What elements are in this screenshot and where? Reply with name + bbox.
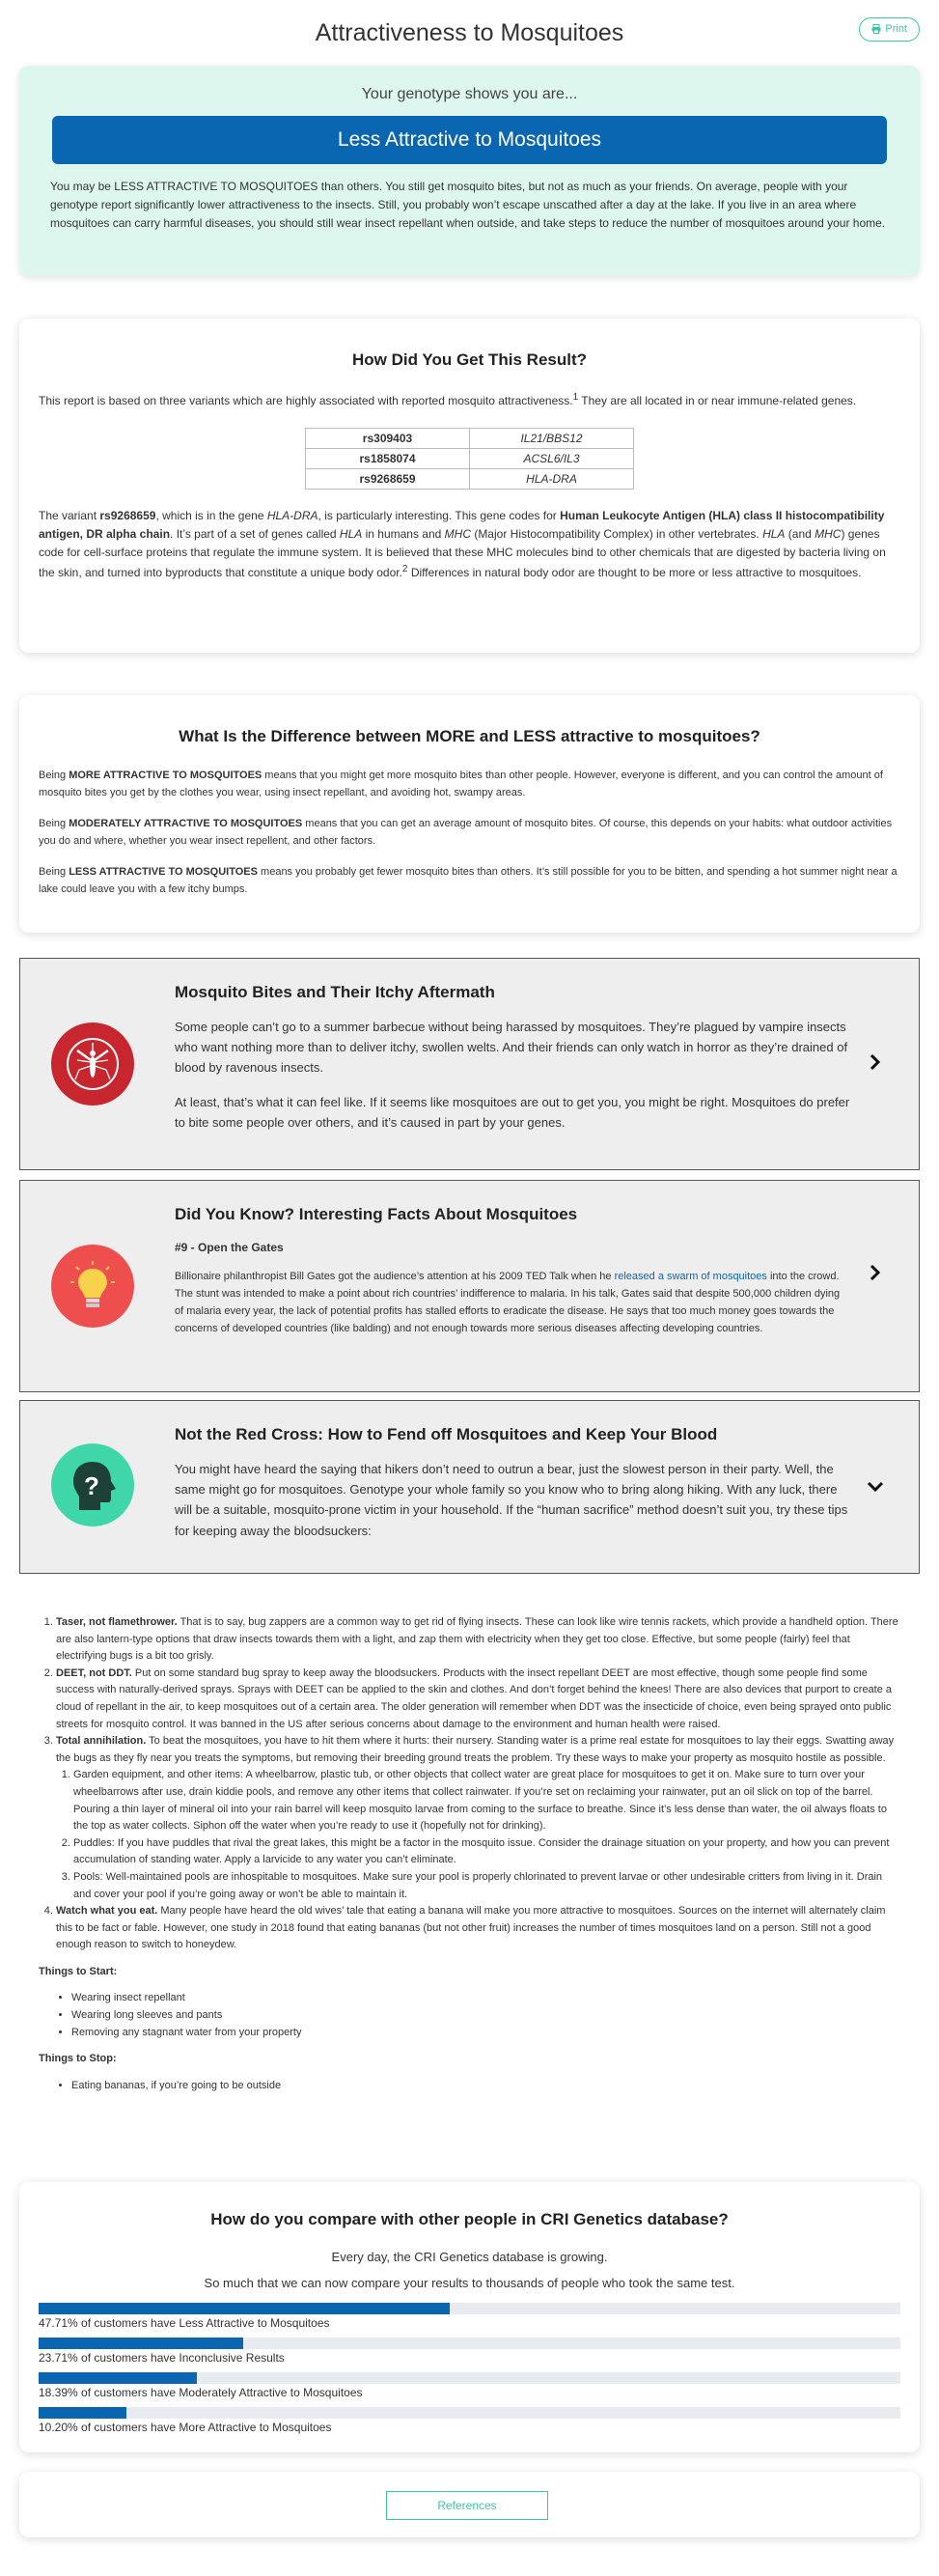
feature-subtitle: #9 - Open the Gates: [175, 1240, 284, 1254]
list-item: 1. Garden equipment, and other items: A wheelbarrow, plastic tub, or other objects that collect water are great place for mosquitoes to get it on. Make sure to turn over your wheelbarrows after use, drain kiddie pools, and remove any other items that collect rainwater. If you’re set on reclaiming your rainwater, put an oil slick on top of the barrel. Pouring a thin layer of mineral oil into your rain barrel will keep mosquito larvae from coming to the surface to breathe. Since it’s less dense than water, the oil always floats to the top as water collects. Siphon off the water when you’re ready to use it (hopefully not for drinking).: [73, 1767, 900, 1834]
sub-list: [56, 1767, 900, 1903]
start-list: [39, 1990, 900, 2041]
how-result-detail: The variant rs9268659, which is in the gene HLA-DRA, is particularly interesting. This gene codes for Human Leukocyte Antigen (HLA) class II histocompatibility antigen, DR alpha chain. It’s part of a set of genes called HLA in humans and MHC (Major Histocompatibility Complex) in other vertebrates. HLA (and MHC) genes code for cell-surface proteins that regulate the immune system. It is believed that these MHC molecules bind to other chemicals that are digested by bacteria living on the skin, and turned into byproducts that constitute a unique body odor.$^2$ Differences in natural body odor are thought to be more or less attractive to mosquitoes.: [39, 508, 886, 580]
feature-paragraph: At least, that’s what it can feel like. If it seems like mosquitoes are out to get you, you might be right. Mosquitoes do prefer to bite some people over others, and it’s caused in part by your genes.: [175, 1094, 850, 1131]
result-intro: Your genotype shows you are...: [361, 86, 578, 102]
svg-text:?: ?: [84, 1471, 99, 1500]
compare-line: Every day, the CRI Genetics database is growing.: [331, 2249, 608, 2264]
list-item: • Eating bananas, if you’re going to be outside: [71, 2078, 900, 2095]
difference-more: Being MORE ATTRACTIVE TO MOSQUITOES means that you might get more mosquito bites than other people. However, everyone is different, and you can control the amount of mosquito bites you get by the clothes you wear, using insect repellant, and avoiding hot, swampy areas.: [39, 769, 883, 798]
list-item: • Wearing insect repellant: [71, 1990, 900, 2007]
print-label: Print: [885, 23, 907, 35]
list-item: • Wearing long sleeves and pants: [71, 2007, 900, 2025]
comparison-bars: [39, 2303, 900, 2436]
list-item: • Removing any stagnant water from your property: [71, 2025, 900, 2042]
things-to-stop-heading: Things to Stop:: [39, 2053, 117, 2065]
how-result-intro: This report is based on three variants which are highly associated with reported mosquito attractiveness.$^1$ They are all located in or near immune-related genes.: [39, 391, 857, 407]
comparison-bar-fill: [39, 2372, 197, 2384]
difference-card: [19, 695, 920, 933]
comparison-bar-fill: [39, 2407, 126, 2419]
feature-mosquito-bites[interactable]: [19, 958, 920, 1170]
table-row: rs9268659 HLA-DRA: [306, 468, 634, 489]
comparison-bar-track: [39, 2338, 900, 2349]
list-item: 3. Total annihilation. To beat the mosquitoes, you have to hit them where it hurts: their nursery. Standing water is a prime real estate for mosquitoes to lay their eggs. Swatting away the bugs as they fly near you treats the symptoms, but removing their breeding ground treats the problem. Try these ways to make your property as mosquito hostile as possible. 1. Garden equipment, and other items: A wheelbarrow, plastic tub, or other objects that collect water are great place for mosquitoes to get it on. Make sure to turn over your wheelbarrows after use, drain kiddie pools, and remove any other items that collect rainwater. If you’re set on reclaiming your rainwater, put an oil slick on top of the barrel. Pouring a thin layer of mineral oil into your rain barrel will keep mosquito larvae from coming to the surface to breathe. Since it’s less dense than water, the oil always floats to the top as water collects. Siphon off the water when you’re ready to use it (hopefully not for drinking). 2. Puddles: If you have puddles that rival the great lakes, this might be a factor in the mosquito issue. Consider the drainage situation on your property, and how you can prevent accumulation of standing water. Apply a larvicide to any water you can’t eliminate. 3. Pools: Well-maintained pools are inhospitable to mosquitoes. Make sure your pool is properly chlorinated to prevent larvae or other undesirable critters from living in it. Drain and cover your pool if you’re going away or won’t be able to maintain it.: [56, 1733, 900, 1903]
feature-title: Did You Know? Interesting Facts About Mosquitoes: [175, 1205, 578, 1223]
question-head-icon: [51, 1443, 134, 1526]
feature-paragraph: Some people can’t go to a summer barbecue without being harassed by mosquitoes. They’re plagued by vampire insects who want nothing more than to deliver itchy, swollen welts. And their friends can only watch in horror as they’re drained of blood by ravenous insects.: [175, 1019, 848, 1076]
difference-moderate: Being MODERATELY ATTRACTIVE TO MOSQUITOES means that you can get an average amount of mosquito bites. Of course, this depends on your habits: what outdoor activities you do and where, whether you wear insect repellent, and other factors.: [39, 817, 893, 847]
references-card: [19, 2472, 920, 2537]
comparison-bar-label: 10.20% of customers have More Attractive to Mosquitoes: [39, 2420, 332, 2434]
list-item: 2. DEET, not DDT. Put on some standard bug spray to keep away the bloodsuckers. Products with the insect repellant DEET are most effective, though some people find some success with naturally-derived sprays. Sprays with DEET can be applied to the skin and clothes. And don’t forget behind the knees! There are also devices that purport to create a cloud of repellant in the air, to keep mosquitoes out of a certain area. The older generation will remember when DDT was the insecticide of choice, even being sprayed onto public streets for mosquito control. It was banned in the US after serious concerns about damage to the environment and human health were raised.: [56, 1666, 900, 1733]
compare-line: So much that we can now compare your results to thousands of people who took the same test.: [204, 2276, 735, 2290]
tips-list: [39, 1614, 900, 1954]
page-title: Attractiveness to Mosquitoes: [315, 19, 624, 46]
result-banner: Less Attractive to Mosquitoes: [52, 116, 887, 164]
printer-icon: [871, 24, 881, 34]
mosquito-icon: [51, 1022, 134, 1106]
comparison-bar-label: 47.71% of customers have Less Attractive to Mosquitoes: [39, 2315, 330, 2330]
difference-less: Being LESS ATTRACTIVE TO MOSQUITOES means you probably get fewer mosquito bites than others. It’s still possible for you to be bitten, and spending a hot summer night near a lake could leave you with a few itchy bumps.: [39, 866, 898, 896]
feature-title: Not the Red Cross: How to Fend off Mosquitoes and Keep Your Blood: [175, 1425, 718, 1443]
result-description: You may be LESS ATTRACTIVE TO MOSQUITOES than others. You still get mosquito bites, but not as much as your friends. On average, people with your genotype report significantly lower attractiveness to the insects. Still, you probably won’t escape unscathed after a day at the lake. If you live in an area where mosquitoes can carry harmful diseases, you should still wear insect repellant when outside, and take steps to reduce the number of mosquitoes around your home.: [50, 180, 886, 231]
how-result-card: [19, 319, 920, 653]
list-item: 4. Watch what you eat. Many people have heard the old wives’ tale that eating a banana will make you more attractive to mosquitoes. Sources on the internet will alternately claim this to be fact or fable. However, one study in 2018 found that eating bananas (but not other fruit) increases the number of times mosquitoes land on a person. Still not a good enough reason to switch to honeydew.: [56, 1903, 900, 1954]
chevron-down-icon[interactable]: [867, 1478, 884, 1496]
tips-section: [39, 1614, 900, 2094]
stop-list: [39, 2078, 900, 2095]
how-result-title: How Did You Get This Result?: [351, 350, 588, 369]
table-row: rs309403 IL21/BBS12: [306, 428, 634, 448]
feature-title: Mosquito Bites and Their Itchy Aftermath: [175, 983, 495, 1001]
feature-fend-off[interactable]: [19, 1400, 920, 1574]
things-to-start-heading: Things to Start:: [39, 1965, 118, 1977]
table-row: rs1858074 ACSL6/IL3: [306, 448, 634, 468]
comparison-bar-fill: [39, 2303, 450, 2314]
variants-table: [305, 428, 634, 490]
comparison-bar-track: [39, 2372, 900, 2384]
comparison-bar-label: 23.71% of customers have Inconclusive Results: [39, 2350, 285, 2365]
lightbulb-icon: [51, 1245, 134, 1328]
top-bar: [0, 0, 939, 62]
references-button[interactable]: References: [386, 2491, 548, 2520]
list-item: 3. Pools: Well-maintained pools are inhospitable to mosquitoes. Make sure your pool is properly chlorinated to prevent larvae or other undesirable critters from living in it. Drain and cover your pool if you’re going away or won’t be able to maintain it.: [73, 1869, 900, 1903]
compare-card: [19, 2182, 920, 2452]
chevron-right-icon[interactable]: [867, 1053, 884, 1071]
feature-facts[interactable]: [19, 1180, 920, 1392]
comparison-bar-track: [39, 2303, 900, 2314]
list-item: 2. Puddles: If you have puddles that rival the great lakes, this might be a factor in the mosquito issue. Consider the drainage situation on your property, and how you can prevent accumulation of standing water. Apply a larvicide to any water you can’t eliminate.: [73, 1835, 900, 1869]
feature-paragraph: Billionaire philanthropist Bill Gates got the audience’s attention at his 2009 TED Talk when he released a swarm of mosquitoes into the crowd. The stunt was intended to make a point about rich countries’ indifference to malaria. In his talk, Gates said that despite 500,000 children dying of malaria every year, the lack of potential profits has stalled efforts to eradicate the disease. He says that too much money goes towards the concerns of developed countries (like balding) and not enough towards more serious diseases affecting developing countries.: [175, 1270, 841, 1334]
list-item: 1. Taser, not flamethrower. That is to say, bug zappers are a common way to get rid of flying insects. These can look like wire tennis rackets, which provide a handheld option. There are also lantern-type options that draw insects towards them with a light, and zap them with electricity when they get too close. Effective, but some people (fairly) feel that electrifying bugs is a bit too grisly.: [56, 1614, 900, 1666]
comparison-bar-label: 18.39% of customers have Moderately Attractive to Mosquitoes: [39, 2385, 363, 2399]
feature-paragraph: You might have heard the saying that hikers don’t need to outrun a bear, just the slowest person in their party. Well, the same might go for mosquitoes. Genotype your whole family so you know who to bring along hiking. With any luck, there will be a suitable, mosquito-prone victim in your household. If the “human sacrifice” method doesn’t suit you, try these tips for keeping away the bloodsuckers:: [175, 1461, 848, 1538]
difference-title: What Is the Difference between MORE and LESS attractive to mosquitoes?: [179, 727, 760, 745]
swarm-link[interactable]: released a swarm of mosquitoes: [614, 1270, 767, 1282]
chevron-right-icon[interactable]: [867, 1264, 884, 1281]
comparison-bar-track: [39, 2407, 900, 2419]
comparison-bar-fill: [39, 2338, 243, 2349]
print-button[interactable]: [859, 17, 920, 42]
compare-title: How do you compare with other people in CRI Genetics database?: [210, 2210, 729, 2228]
result-box: [19, 66, 920, 276]
